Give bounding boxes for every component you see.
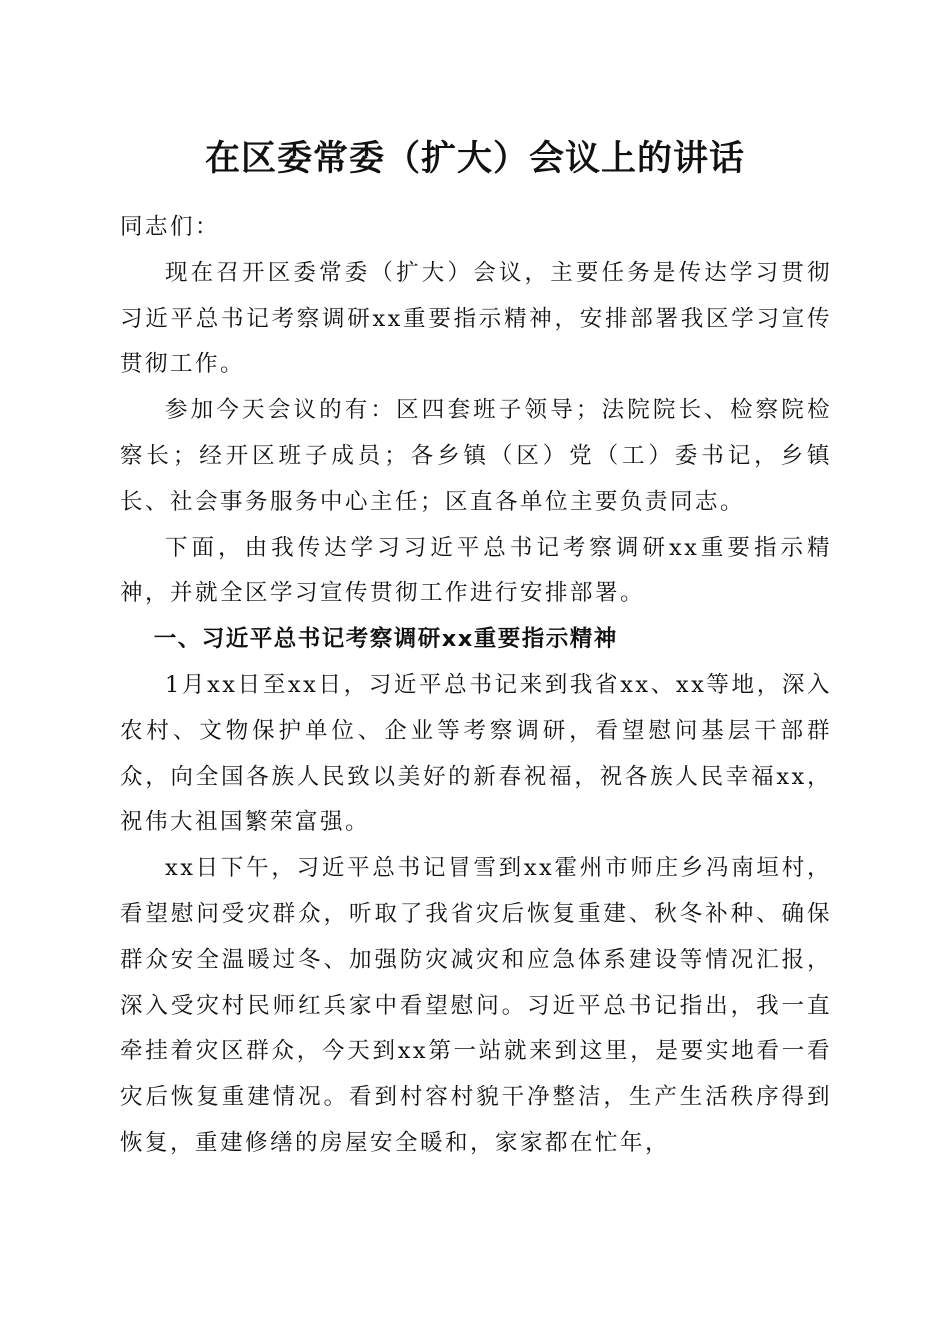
paragraph-agenda: 下面，由我传达学习习近平总书记考察调研xx重要指示精神，并就全区学习宣传贯彻工作进行安排部署。 [120,534,832,607]
paragraph-visit-overview: 1月xx日至xx日，习近平总书记来到我省xx、xx等地，深入农村、文物保护单位、企业等考察调研，看望慰问基层干部群众，向全国各族人民致以美好的新春祝福，祝各族人民幸福xx，祝伟大祖国繁荣富强。 [120,671,832,836]
paragraph-attendees: 参加今天会议的有：区四套班子领导；法院院长、检察院检察长；经开区班子成员；各乡镇（区）党（工）委书记，乡镇长、社会事务服务中心主任；区直各单位主要负责同志。 [120,397,832,515]
salutation: 同志们： [120,214,221,240]
document-title: 在区委常委（扩大）会议上的讲话 [204,138,745,179]
section-heading: 一、习近平总书记考察调研xx重要指示精神 [153,626,618,653]
paragraph-intro: 现在召开区委常委（扩大）会议，主要任务是传达学习贯彻习近平总书记考察调研xx重要指示精神，安排部署我区学习宣传贯彻工作。 [120,259,832,378]
paragraph-visit-details: xx日下午，习近平总书记冒雪到xx霍州市师庄乡冯南垣村，看望慰问受灾群众，听取了我省灾后恢复重建、秋冬补种、确保群众安全温暖过冬、加强防灾减灾和应急体系建设等情况汇报，深入受灾村民师红兵家中看望慰问。习近平总书记指出，我一直牵挂着灾区群众，今天到xx第一站就来到这里，是要实地看一看灾后恢复重建情况。看到村容村貌干净整洁，生产生活秩序得到恢复，重建修缮的房屋安全暖和，家家都在忙年， [120,855,832,1156]
document-body [120,205,832,1167]
